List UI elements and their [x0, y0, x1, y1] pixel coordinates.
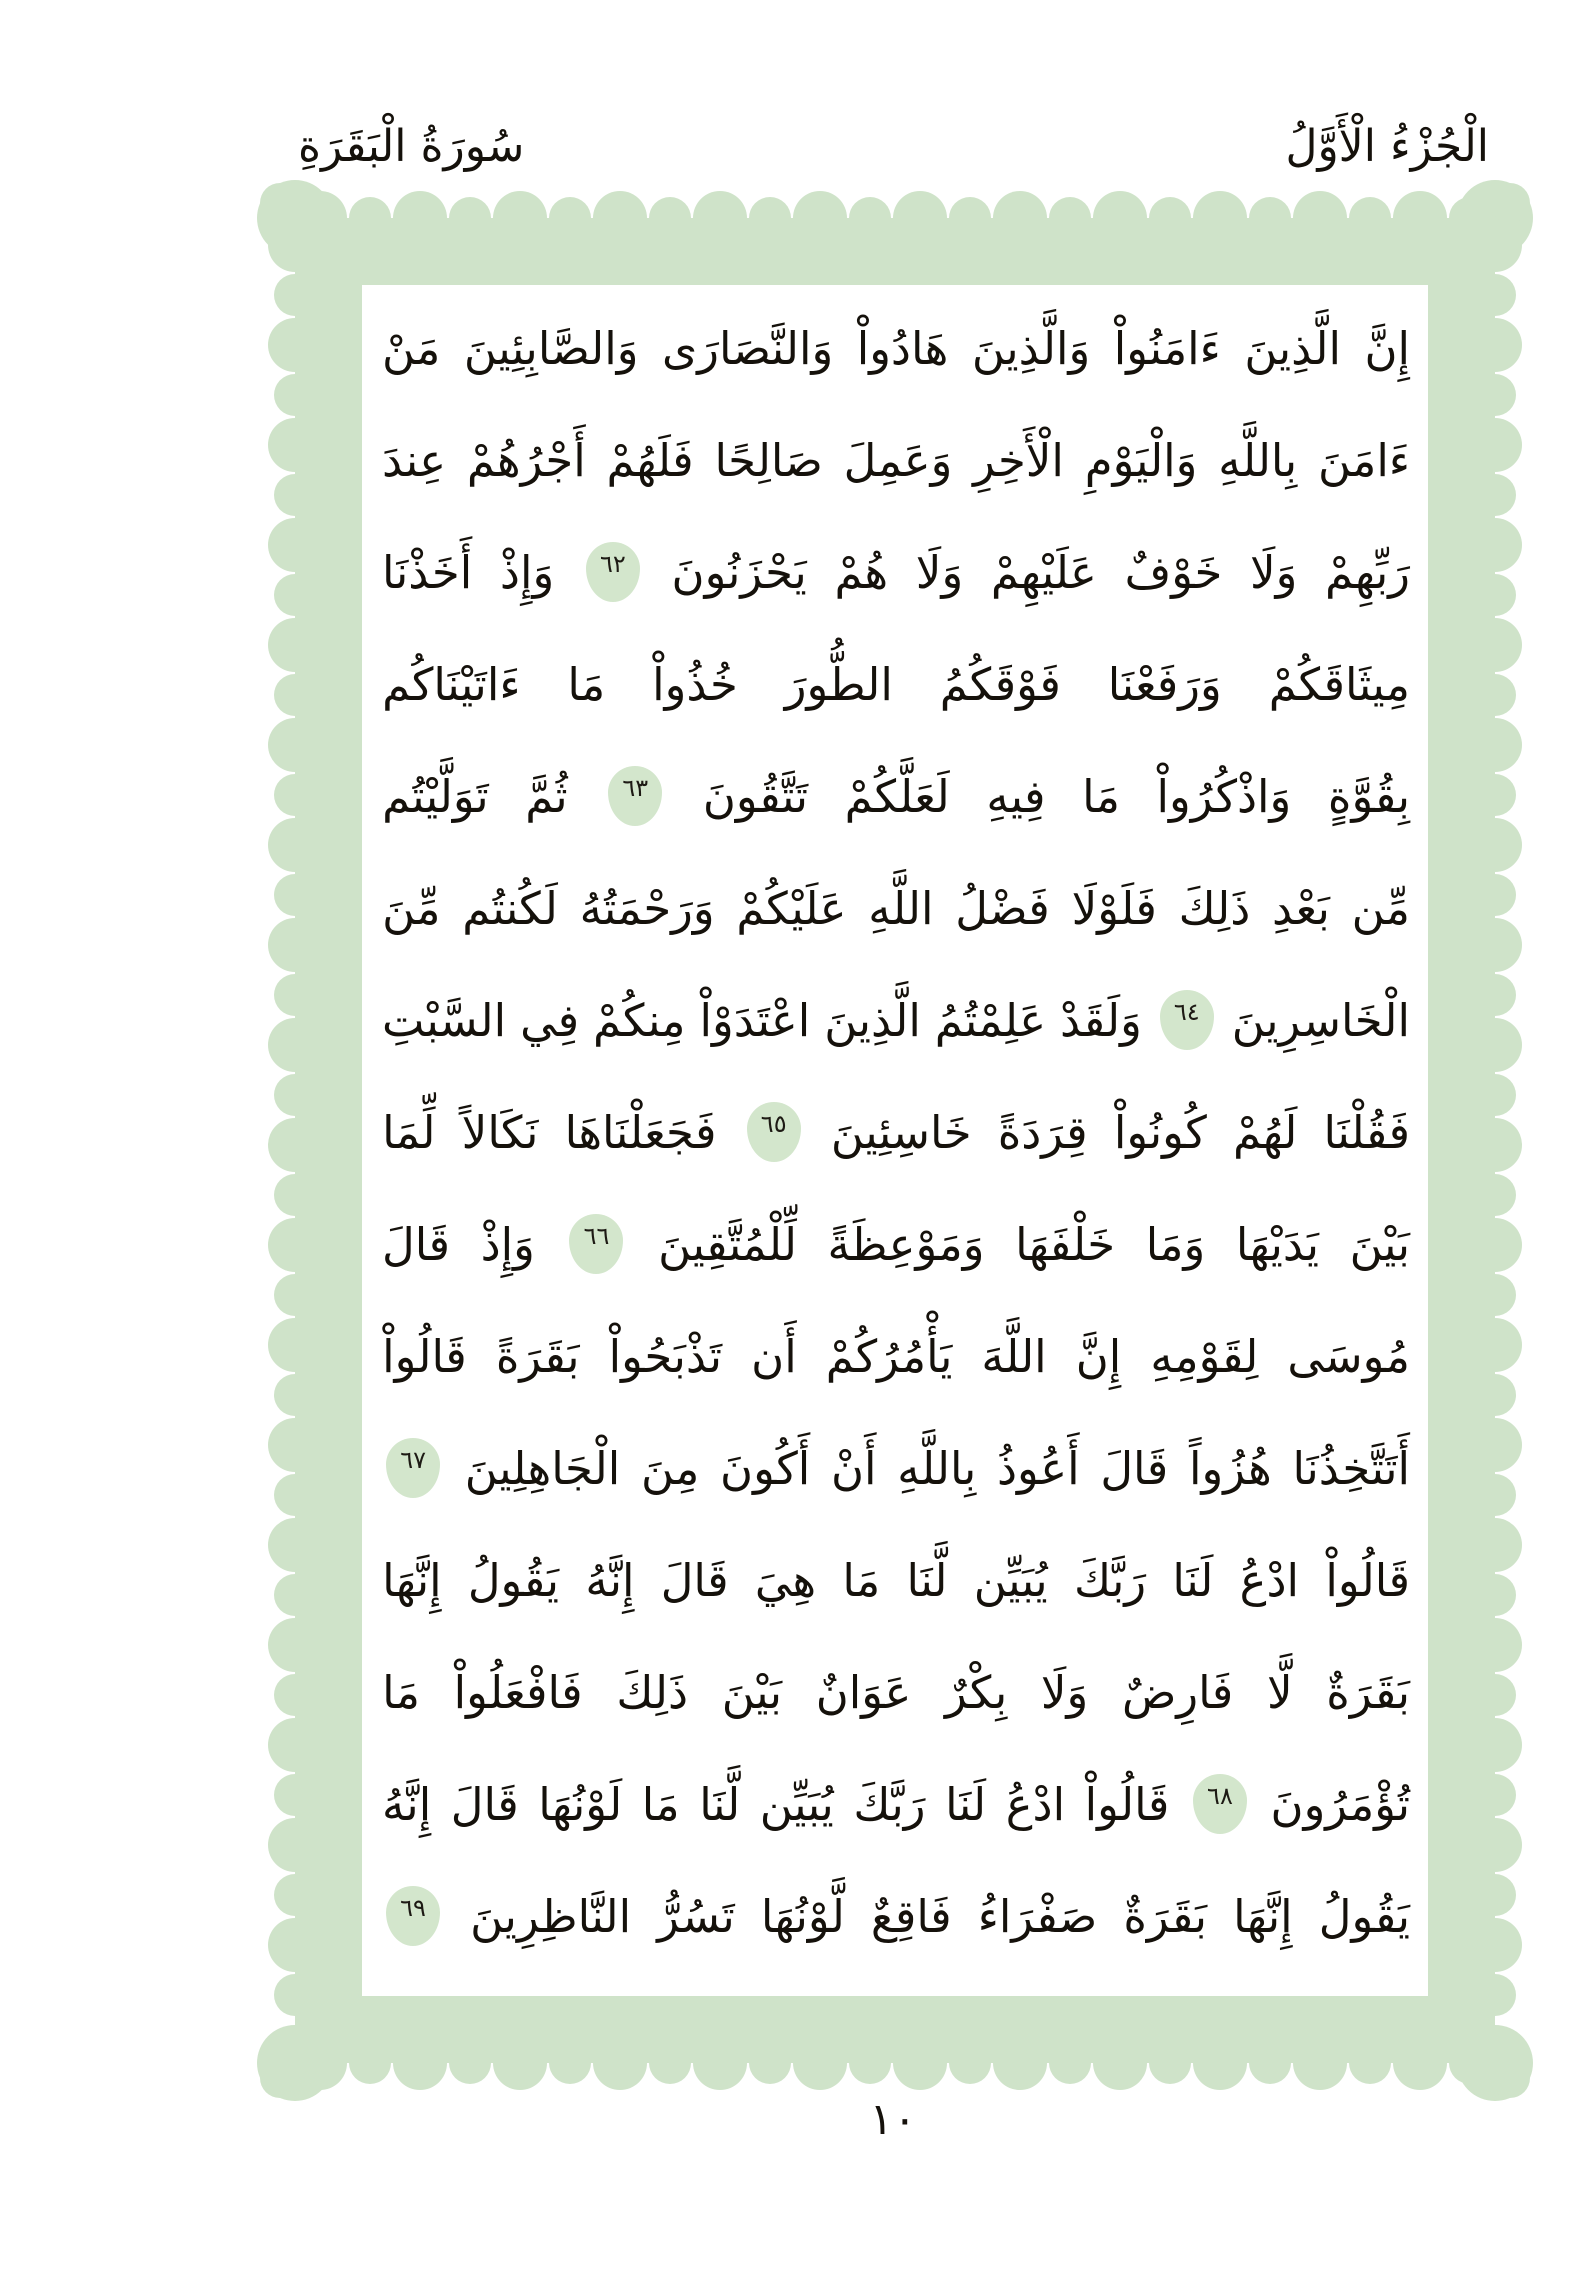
quran-word: مَنْ [382, 321, 441, 375]
quran-word: عَوَانٌ [815, 1665, 912, 1719]
quran-line-7 [382, 964, 1410, 1076]
quran-word: النَّاظِرِينَ [470, 1889, 632, 1943]
quran-word: مِّن [1351, 881, 1410, 935]
verse-marker-63 [608, 766, 662, 826]
quran-word: وَلَقَدْ [1060, 993, 1142, 1047]
quran-line-3 [382, 516, 1410, 628]
verse-number: ٦٦ [583, 1222, 610, 1250]
quran-word: مِيثَاقَكُمْ [1268, 657, 1410, 711]
quran-line-8 [382, 1076, 1410, 1188]
quran-word: قَالُواْ [1325, 1553, 1410, 1607]
verse-number: ٦٩ [400, 1894, 426, 1922]
quran-word: إِنَّهَا [1233, 1889, 1293, 1943]
quran-line-2 [382, 404, 1410, 516]
quran-line-6 [382, 852, 1410, 964]
quran-line-1 [382, 292, 1410, 404]
quran-word: تَسُرُّ [657, 1889, 735, 1943]
quran-word: فَارِضٌ [1121, 1665, 1234, 1719]
verse-number: ٦٤ [1173, 998, 1200, 1026]
quran-word: لَوْنُهَا [538, 1777, 623, 1831]
page-number: ١٠ [869, 2094, 917, 2145]
quran-word: مَا [1082, 769, 1120, 823]
quran-word: قَالُواْ [1084, 1777, 1170, 1831]
verse-marker-65 [747, 1102, 801, 1162]
quran-word: وَلَا [1040, 1665, 1089, 1719]
quran-word: اللَّهِ [868, 881, 934, 935]
quran-word: صَالِحًا [714, 433, 823, 487]
quran-word: أَن [751, 1329, 797, 1383]
quran-word: بَقَرَةً [495, 1329, 580, 1383]
quran-word: لَّنَا [906, 1553, 948, 1607]
quran-word: ذَلِكَ [616, 1665, 689, 1719]
quran-text-block [382, 292, 1410, 1972]
surah-title: سُورَةُ الْبَقَرَةِ [298, 121, 525, 172]
quran-word: تَتَّقُونَ [702, 769, 809, 823]
quran-line-12 [382, 1524, 1410, 1636]
quran-word: ادْعُ [1005, 1777, 1066, 1831]
quran-word: أَكُونَ [720, 1441, 811, 1495]
quran-word: صَفْرَاءُ [977, 1889, 1098, 1943]
quran-word: مُوسَى [1287, 1329, 1410, 1383]
quran-word: وَرَحْمَتُهُ [579, 881, 715, 935]
quran-word: فَقُلْنَا [1323, 1105, 1410, 1159]
quran-word: يُبَيِّن [759, 1777, 834, 1831]
verse-marker-64 [1160, 990, 1214, 1050]
quran-word: بِاللَّهِ [897, 1441, 977, 1495]
quran-word: بَقَرَةٌ [1123, 1889, 1208, 1943]
quran-word: مِنكُمْ [593, 993, 686, 1047]
verse-marker-68 [1193, 1774, 1247, 1834]
quran-word: فَلَهُمْ [606, 433, 694, 487]
quran-word: فَضْلُ [955, 881, 1050, 935]
quran-word: بَقَرَةٌ [1326, 1665, 1410, 1719]
quran-word: فَاقِعٌ [870, 1889, 952, 1943]
quran-word: بِقُوَّةٍ [1327, 769, 1410, 823]
quran-word: رَبَّكَ [853, 1777, 926, 1831]
quran-word: لَعَلَّكُمْ [844, 769, 950, 823]
quran-word: وَمَوْعِظَةً [827, 1217, 985, 1271]
quran-word: بِكْرٌ [945, 1665, 1008, 1719]
quran-word: وَرَفَعْنَا [1107, 657, 1222, 711]
quran-word: عَلِمْتُمُ [934, 993, 1047, 1047]
quran-line-5 [382, 740, 1410, 852]
quran-word: الَّذِينَ [1244, 321, 1341, 375]
quran-word: لَكُنتُم [462, 881, 558, 935]
verse-number: ٦٥ [760, 1110, 787, 1138]
quran-word: وَاذْكُرُواْ [1156, 769, 1292, 823]
quran-word: هُمْ [834, 545, 889, 599]
quran-line-9 [382, 1188, 1410, 1300]
quran-line-4 [382, 628, 1410, 740]
quran-word: نَكَالاً [461, 1105, 539, 1159]
quran-line-10 [382, 1300, 1410, 1412]
quran-word: لَهُمْ [1232, 1105, 1298, 1159]
quran-word: يَحْزَنُونَ [671, 545, 807, 599]
quran-word: لِقَوْمِهِ [1150, 1329, 1259, 1383]
quran-word: رَبَّكَ [1073, 1553, 1147, 1607]
quran-word: إِنَّهُ [382, 1777, 432, 1831]
quran-word: هَادُواْ [856, 321, 949, 375]
quran-word: وَلَا [1249, 545, 1298, 599]
quran-word: لَّا [1266, 1665, 1293, 1719]
quran-word: وَمَا [1145, 1217, 1206, 1271]
quran-word: تُؤْمَرُونَ [1270, 1777, 1410, 1831]
quran-word: فَجَعَلْنَاهَا [564, 1105, 717, 1159]
quran-word: بَيْنَ [721, 1665, 783, 1719]
quran-word: بَيْنَ [1349, 1217, 1410, 1271]
quran-word: الطُّورَ [784, 657, 893, 711]
quran-word: أَتَتَّخِذُنَا [1292, 1441, 1410, 1495]
quran-word: فَوْقَكُمُ [939, 657, 1061, 711]
quran-word: يُبَيِّن [973, 1553, 1048, 1607]
juz-title: الْجُزْءُ الْأَوَّلُ [1285, 121, 1489, 172]
quran-word: عِندَ [382, 433, 447, 487]
verse-number: ٦٧ [400, 1446, 426, 1474]
quran-word: يَقُولُ [1318, 1889, 1410, 1943]
quran-word: الْخَاسِرِينَ [1231, 993, 1410, 1047]
quran-word: عَلَيْهِمْ [990, 545, 1097, 599]
quran-word: وَإِذْ [480, 1217, 535, 1271]
quran-word: ذَلِكَ [1178, 881, 1251, 935]
quran-word: فِي [520, 993, 580, 1047]
quran-word: اللَّهَ [981, 1329, 1047, 1383]
quran-word: أَخَذْنَا [382, 545, 473, 599]
quran-word: فِيهِ [986, 769, 1046, 823]
quran-word: فَلَوْلَا [1071, 881, 1157, 935]
quran-line-13 [382, 1636, 1410, 1748]
quran-word: لِّلْمُتَّقِينَ [658, 1217, 797, 1271]
quran-word: يَأْمُرُكُمْ [825, 1329, 953, 1383]
quran-word: وَالْيَوْمِ [1084, 433, 1198, 487]
quran-word: لَّوْنُهَا [760, 1889, 845, 1943]
quran-word: ءَامَنَ [1317, 433, 1410, 487]
quran-word: ءَاتَيْنَاكُم [382, 657, 521, 711]
verse-number: ٦٣ [622, 774, 649, 802]
quran-word: الَّذِينَ [824, 993, 921, 1047]
quran-word: خُذُواْ [652, 657, 738, 711]
quran-word: قِرَدَةً [997, 1105, 1088, 1159]
quran-word: قَالَ [382, 1217, 450, 1271]
quran-word: قَالُواْ [382, 1329, 467, 1383]
quran-word: لَنَا [1172, 1553, 1214, 1607]
quran-word: الْجَاهِلِينَ [464, 1441, 621, 1495]
quran-word: مِّنَ [382, 881, 441, 935]
quran-word: قَالَ [450, 1777, 519, 1831]
quran-word: وَعَمِلَ [843, 433, 953, 487]
quran-word: بَعْدِ [1272, 881, 1330, 935]
verse-marker-62 [586, 542, 640, 602]
quran-word: مَا [382, 1665, 420, 1719]
quran-word: يَقُولُ [467, 1553, 560, 1607]
quran-word: أَنْ [830, 1441, 877, 1495]
quran-word: وَالنَّصَارَى [661, 321, 834, 375]
quran-word: قَالَ [660, 1553, 729, 1607]
quran-word: وَالصَّابِئِينَ [463, 321, 639, 375]
quran-word: مَا [641, 1777, 680, 1831]
quran-word: أَجْرُهُمْ [466, 433, 586, 487]
quran-word: الْأَخِرِ [973, 433, 1064, 487]
quran-line-11 [382, 1412, 1410, 1524]
quran-word: وَإِذْ [499, 545, 555, 599]
quran-word: خَوْفٌ [1124, 545, 1223, 599]
quran-word: خَاسِئِينَ [830, 1105, 972, 1159]
quran-word: وَالَّذِينَ [971, 321, 1091, 375]
quran-word: مِنَ [640, 1441, 700, 1495]
quran-word: ءَامَنُواْ [1113, 321, 1221, 375]
quran-word: قَالَ [1100, 1441, 1169, 1495]
quran-word: هِيَ [754, 1553, 817, 1607]
quran-word: رَبِّهِمْ [1325, 545, 1410, 599]
quran-word: لِّمَا [382, 1105, 436, 1159]
quran-word: تَوَلَّيْتُم [382, 769, 489, 823]
quran-word: وَلَا [915, 545, 964, 599]
quran-word: فَافْعَلُواْ [453, 1665, 583, 1719]
quran-word: مَا [842, 1553, 881, 1607]
verse-number: ٦٢ [599, 550, 626, 578]
verse-marker-66 [569, 1214, 623, 1274]
quran-word: كُونُواْ [1113, 1105, 1207, 1159]
quran-word: ثُمَّ [525, 769, 568, 823]
quran-word: هُزُواً [1188, 1441, 1272, 1495]
quran-word: عَلَيْكُمْ [736, 881, 847, 935]
verse-number: ٦٨ [1207, 1782, 1233, 1810]
quran-word: ادْعُ [1239, 1553, 1300, 1607]
quran-word: السَّبْتِ [382, 993, 507, 1047]
quran-word: لَّنَا [699, 1777, 741, 1831]
quran-word: مَا [567, 657, 606, 711]
quran-word: إِنَّهَا [382, 1553, 442, 1607]
quran-word: أَعُوذُ [996, 1441, 1080, 1495]
quran-word: إِنَّ [1075, 1329, 1122, 1383]
quran-word: اعْتَدَوْاْ [699, 993, 811, 1047]
quran-word: لَنَا [945, 1777, 987, 1831]
quran-word: إِنَّ [1364, 321, 1410, 375]
quran-line-14 [382, 1748, 1410, 1860]
quran-word: إِنَّهُ [585, 1553, 635, 1607]
quran-word: يَدَيْهَا [1235, 1217, 1320, 1271]
quran-word: بِاللَّهِ [1218, 433, 1298, 487]
quran-word: تَذْبَحُواْ [608, 1329, 723, 1383]
verse-marker-69 [386, 1886, 440, 1946]
quran-word: خَلْفَهَا [1015, 1217, 1116, 1271]
quran-line-15 [382, 1860, 1410, 1972]
verse-marker-67 [386, 1438, 440, 1498]
